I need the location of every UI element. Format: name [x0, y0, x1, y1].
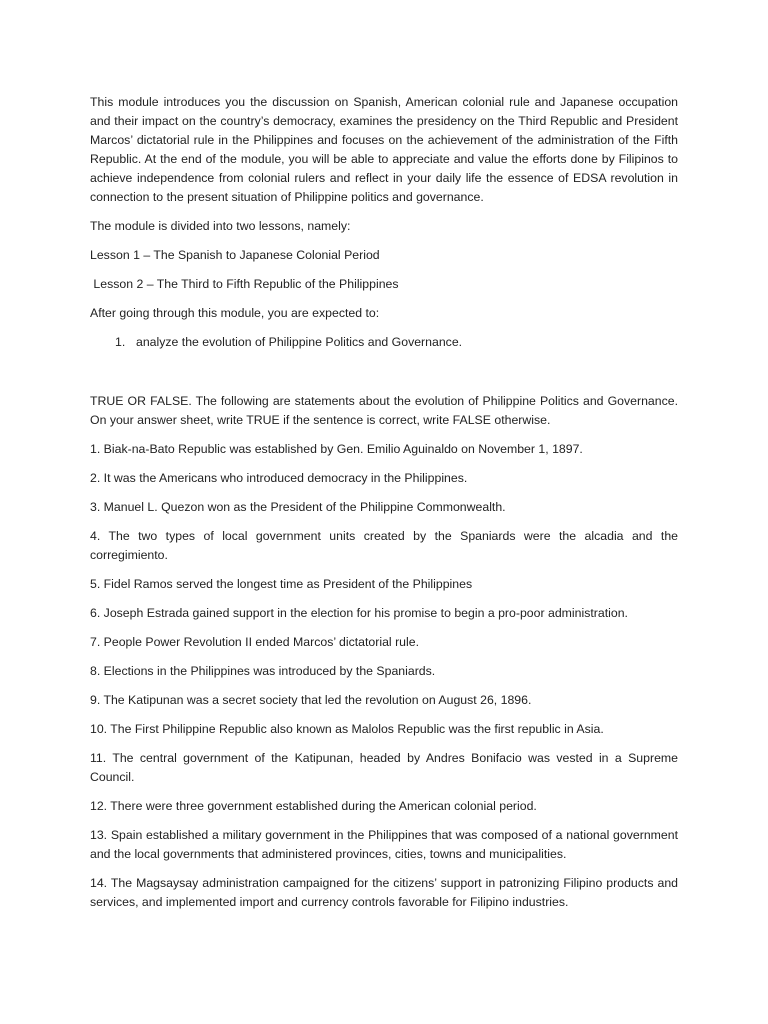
true-false-instructions: TRUE OR FALSE. The following are statements about the evolution of Philippine Politics and Governance. On your answer sheet, write TRUE if the sentence is correct, write FALSE otherwise.	[90, 394, 678, 427]
objective-item	[90, 333, 678, 352]
objective-number: 1.	[115, 335, 126, 349]
question-11: 11. The central government of the Katipunan, headed by Andres Bonifacio was vested in a Supreme Council.	[90, 751, 678, 784]
question-13: 13. Spain established a military government in the Philippines that was composed of a national government and the local governments that administered provinces, cities, towns and municipalities.	[90, 828, 678, 861]
expected-intro: After going through this module, you are expected to:	[90, 306, 380, 320]
question-5: 5. Fidel Ramos served the longest time as President of the Philippines	[90, 577, 473, 591]
question-14: 14. The Magsaysay administration campaigned for the citizens’ support in patronizing Filipino products and services, and implemented import and currency controls favorable for Filipino industries.	[90, 876, 678, 909]
lessons-intro: The module is divided into two lessons, namely:	[90, 219, 351, 233]
lesson-1: Lesson 1 – The Spanish to Japanese Colonial Period	[90, 248, 380, 262]
question-9: 9. The Katipunan was a secret society that led the revolution on August 26, 1896.	[90, 693, 532, 707]
question-1: 1. Biak-na-Bato Republic was established by Gen. Emilio Aguinaldo on November 1, 1897.	[90, 442, 583, 456]
question-2: 2. It was the Americans who introduced democracy in the Philippines.	[90, 471, 468, 485]
document-page	[90, 93, 678, 922]
question-6: 6. Joseph Estrada gained support in the election for his promise to begin a pro-poor administration.	[90, 606, 628, 620]
question-3: 3. Manuel L. Quezon won as the President of the Philippine Commonwealth.	[90, 500, 506, 514]
question-4: 4. The two types of local government units created by the Spaniards were the alcadia and the corregimiento.	[90, 529, 678, 562]
objective-text: analyze the evolution of Philippine Politics and Governance.	[136, 335, 463, 349]
question-7: 7. People Power Revolution II ended Marcos’ dictatorial rule.	[90, 635, 420, 649]
intro-paragraph: This module introduces you the discussion on Spanish, American colonial rule and Japanese occupation and their impact on the country’s democracy, examines the presidency on the Third Republic and President Marcos’ dictatorial rule in the Philippines and focuses on the achievement of the administration of the Fifth Republic. At the end of the module, you will be able to appreciate and value the efforts done by Filipinos to achieve independence from colonial rulers and reflect in your daily life the essence of EDSA revolution in connection to the present situation of Philippine politics and governance.	[90, 95, 678, 204]
question-10: 10. The First Philippine Republic also known as Malolos Republic was the first republic in Asia.	[90, 722, 604, 736]
question-12: 12. There were three government established during the American colonial period.	[90, 799, 537, 813]
question-8: 8. Elections in the Philippines was introduced by the Spaniards.	[90, 664, 436, 678]
section-spacer	[90, 362, 678, 392]
lesson-2: Lesson 2 – The Third to Fifth Republic of the Philippines	[90, 277, 399, 291]
